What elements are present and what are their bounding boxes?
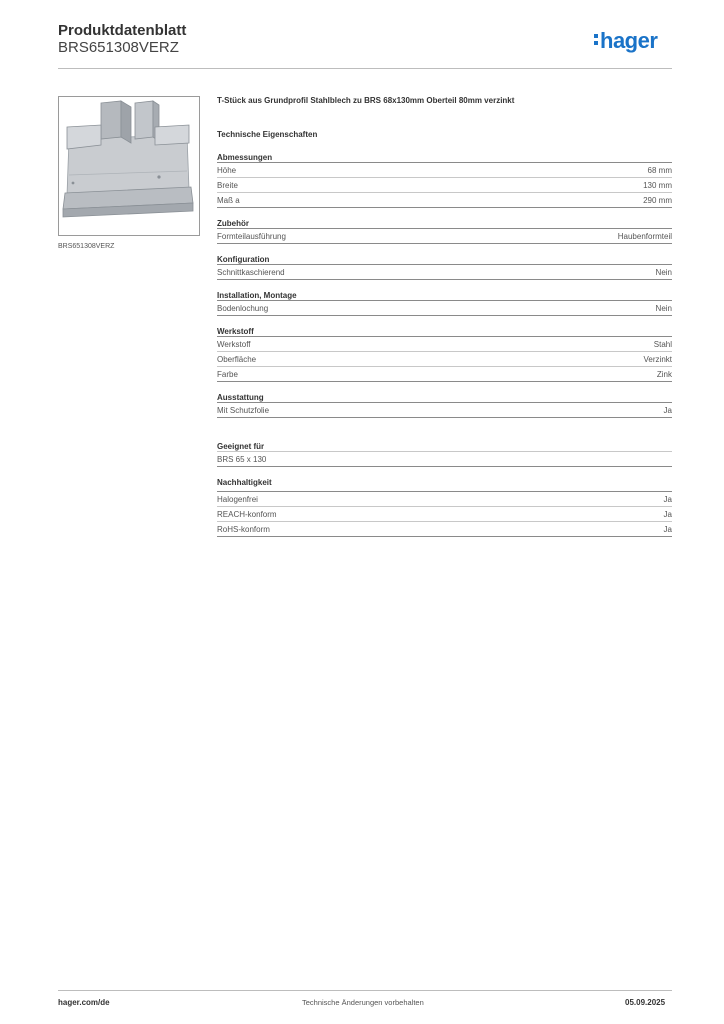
row-label: Mit Schutzfolie: [217, 406, 270, 415]
footer-date: 05.09.2025: [625, 998, 666, 1007]
table-row: [217, 229, 672, 243]
table-row: [217, 163, 672, 177]
table-row: [217, 178, 672, 192]
row-value: Stahl: [653, 340, 672, 349]
header-divider: [58, 68, 672, 69]
row-label: Farbe: [217, 370, 238, 379]
section-heading: Konfiguration: [217, 255, 270, 264]
product-title: T-Stück aus Grundprofil Stahlblech zu BRS 68x130mm Oberteil 80mm verzinkt: [217, 96, 515, 105]
row-value: Ja: [663, 406, 672, 415]
row-label: Werkstoff: [217, 340, 251, 349]
table-row: [217, 265, 672, 279]
row-label: Oberfläche: [217, 355, 257, 364]
row-label: Schnittkaschierend: [217, 268, 285, 277]
footer-disclaimer: Technische Änderungen vorbehalten: [302, 998, 424, 1007]
table-row: [217, 522, 672, 536]
row-value: Nein: [655, 268, 672, 277]
section-heading: Abmessungen: [217, 153, 273, 162]
table-row: [217, 507, 672, 521]
row-label: Höhe: [217, 166, 237, 175]
table-row: [217, 352, 672, 366]
row-value: 68 mm: [647, 166, 672, 175]
footer-divider: [58, 990, 672, 991]
row-value: Verzinkt: [643, 355, 672, 364]
row-label: REACH-konform: [217, 510, 277, 519]
footer-website-link[interactable]: hager.com/de: [58, 998, 110, 1007]
logo-dots-icon: [594, 32, 598, 46]
table-row: [217, 452, 672, 466]
table-row: [217, 492, 672, 506]
table-row: [217, 301, 672, 315]
row-value: Nein: [655, 304, 672, 313]
section-heading: Ausstattung: [217, 393, 264, 402]
row-value: Ja: [663, 495, 672, 504]
row-value: Haubenformteil: [617, 232, 672, 241]
table-row: [217, 193, 672, 207]
row-label: Breite: [217, 181, 238, 190]
section-heading: Geeignet für: [217, 442, 265, 451]
table-row: [217, 337, 672, 351]
table-row: [217, 367, 672, 381]
section-heading: Zubehör: [217, 219, 249, 228]
page-title: Produktdatenblatt: [58, 22, 187, 39]
tech-properties-heading: Technische Eigenschaften: [217, 130, 318, 139]
row-label: Halogenfrei: [217, 495, 258, 504]
hager-logo[interactable]: [594, 28, 657, 54]
logo-text: hager: [600, 28, 658, 53]
product-image: [58, 96, 200, 236]
row-label: BRS 65 x 130: [217, 455, 267, 464]
table-row: [217, 403, 672, 417]
row-label: Bodenlochung: [217, 304, 269, 313]
row-value: Ja: [663, 525, 672, 534]
product-code: BRS651308VERZ: [58, 39, 179, 56]
section-end-divider: [217, 536, 672, 537]
row-label: Maß a: [217, 196, 240, 205]
row-value: Zink: [656, 370, 672, 379]
row-label: Formteilausführung: [217, 232, 286, 241]
section-heading: Werkstoff: [217, 327, 254, 336]
row-label: RoHS-konform: [217, 525, 270, 534]
section-heading: Installation, Montage: [217, 291, 297, 300]
t-piece-illustration: [59, 97, 199, 235]
section-heading: Nachhaltigkeit: [217, 478, 272, 487]
row-value: 130 mm: [643, 181, 672, 190]
image-caption: BRS651308VERZ: [58, 243, 115, 250]
row-value: 290 mm: [643, 196, 672, 205]
product-details: [217, 96, 672, 537]
row-value: Ja: [663, 510, 672, 519]
